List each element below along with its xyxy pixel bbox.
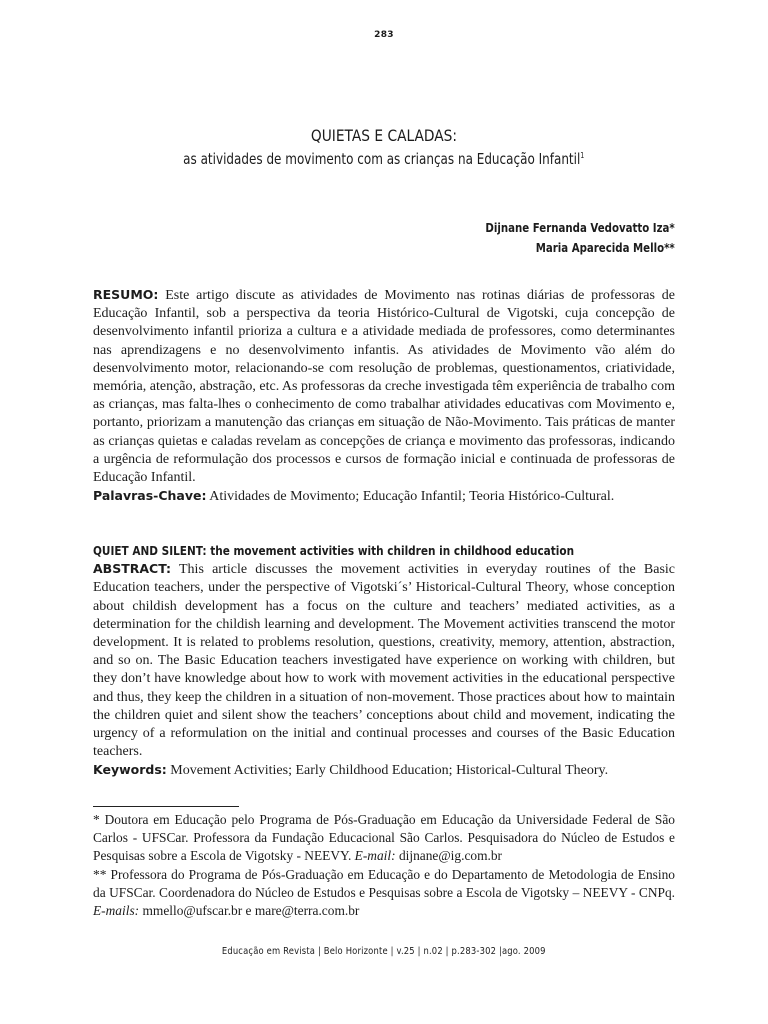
- footnotes: [93, 811, 675, 920]
- author-1: Dijnane Fernanda Vedovatto Iza*: [485, 221, 675, 235]
- title-main: QUIETAS E CALADAS:: [310, 126, 458, 145]
- footnote-emails-label: E-mails:: [93, 903, 140, 919]
- page-number: 283: [374, 30, 394, 40]
- keywords-text: Movement Activities; Early Childhood Education; Historical-Cultural Theory.: [170, 763, 609, 779]
- title-subtitle: as atividades de movimento com as crianças na Educação Infantil$^1$: [183, 150, 585, 168]
- english-title: QUIET AND SILENT: the movement activities with children in childhood education: [93, 543, 575, 558]
- article-title: [93, 126, 675, 169]
- abstract-label: ABSTRACT:: [93, 561, 172, 577]
- footnote-emails[interactable]: mmello@ufscar.br e mare@terra.com.br: [142, 903, 360, 919]
- footnote-divider: [93, 806, 239, 807]
- author-2: Maria Aparecida Mello**: [535, 241, 675, 255]
- footnote-email[interactable]: dijnane@ig.com.br: [398, 848, 503, 864]
- title-footnote-ref: 1: [580, 151, 585, 160]
- abstract-paragraph: [93, 560, 675, 761]
- abstract-keywords: [93, 761, 675, 780]
- resumo-section: [93, 286, 675, 506]
- abstract-text: This article discusses the movement activities in everyday routines of the Basic Education teachers, under the perspective of Vigotski´s’ Historical-Cultural Theory, whose conception about childish development has a focus on the culture and teachers’ mediated activities, as a determination for the childish learning and development. The Movement activities transcend the motor development. It is related to problems resolution, questions, creativity, memory, attention, abstraction, and so on. The Basic Education teachers investigated have experience on working with children, but they don’t have knowledge about how to work with movement activities in the educational perspective and thus, they keep the children in a situation of non-movement. Those practices about how to maintain the children quiet and silent show the teachers’ conceptions about child and movement, indicating the urgency of a reformulation on the initial and continual processes and courses of the Basic Education teachers.: [93, 562, 675, 760]
- resumo-label: RESUMO:: [93, 287, 159, 302]
- palavras-chave-label: Palavras-Chave:: [93, 488, 207, 504]
- authors: [452, 218, 675, 258]
- resumo-paragraph: [93, 286, 675, 487]
- footnote-author-1: * Doutora em Educação pelo Programa de Pós-Graduação em Educação da Universidade Federal de São Carlos - UFSCar. Professora da Fundação Educacional São Carlos. Pesquisadora do Núcleo de Estudos e Pesquisas sobre a Escola de Vigotsky - NEEVY. E-mail: dijnane@ig.com.br: [93, 812, 675, 864]
- footnote-author-2: ** Professora do Programa de Pós-Graduação em Educação e do Departamento de Metodologia de Ensino da UFSCar. Coordenadora do Núcleo de Estudos e Pesquisas sobre a Escola de Vigotsky – NEEVY - CNPq. E-mails: mmello@ufscar.br e mare@terra.com.br: [93, 866, 675, 919]
- journal-footer: Educação em Revista | Belo Horizonte | v.25 | n.02 | p.283-302 |ago. 2009: [222, 946, 546, 957]
- resumo-keywords: [93, 487, 675, 506]
- resumo-text: Este artigo discute as atividades de Movimento nas rotinas diárias de professoras de Educação Infantil, sob a perspectiva da teoria Histórico-Cultural de Vigotski, cuja concepção de desenvolvimento infantil prioriza a cultura e a atividade mediada de professores, como determinantes nas aprendizagens e no desenvolvimento infantis. As atividades de Movimento vão além do desenvolvimento motor, relacionando-se com resolução de problemas, questionamentos, criatividade, memória, atenção, abstração, etc. As professoras da creche investigada têm experiência de trabalho com as crianças, mas falta-lhes o conhecimento de como trabalhar atividades educativas com Movimento e, portanto, priorizam a manutenção das crianças em situação de Não-Movimento. Tais práticas de manter as crianças quietas e caladas revelam as concepções de criança e movimento das professoras, indicando a urgência de reformulação dos processos e cursos de formação inicial e continuada de professoras de Educação Infantil.: [93, 288, 675, 486]
- footnote-email-label: E-mail:: [354, 848, 396, 864]
- abstract-section: [93, 542, 675, 781]
- keywords-label: Keywords:: [93, 762, 167, 778]
- palavras-chave-text: Atividades de Movimento; Educação Infantil; Teoria Histórico-Cultural.: [209, 489, 615, 505]
